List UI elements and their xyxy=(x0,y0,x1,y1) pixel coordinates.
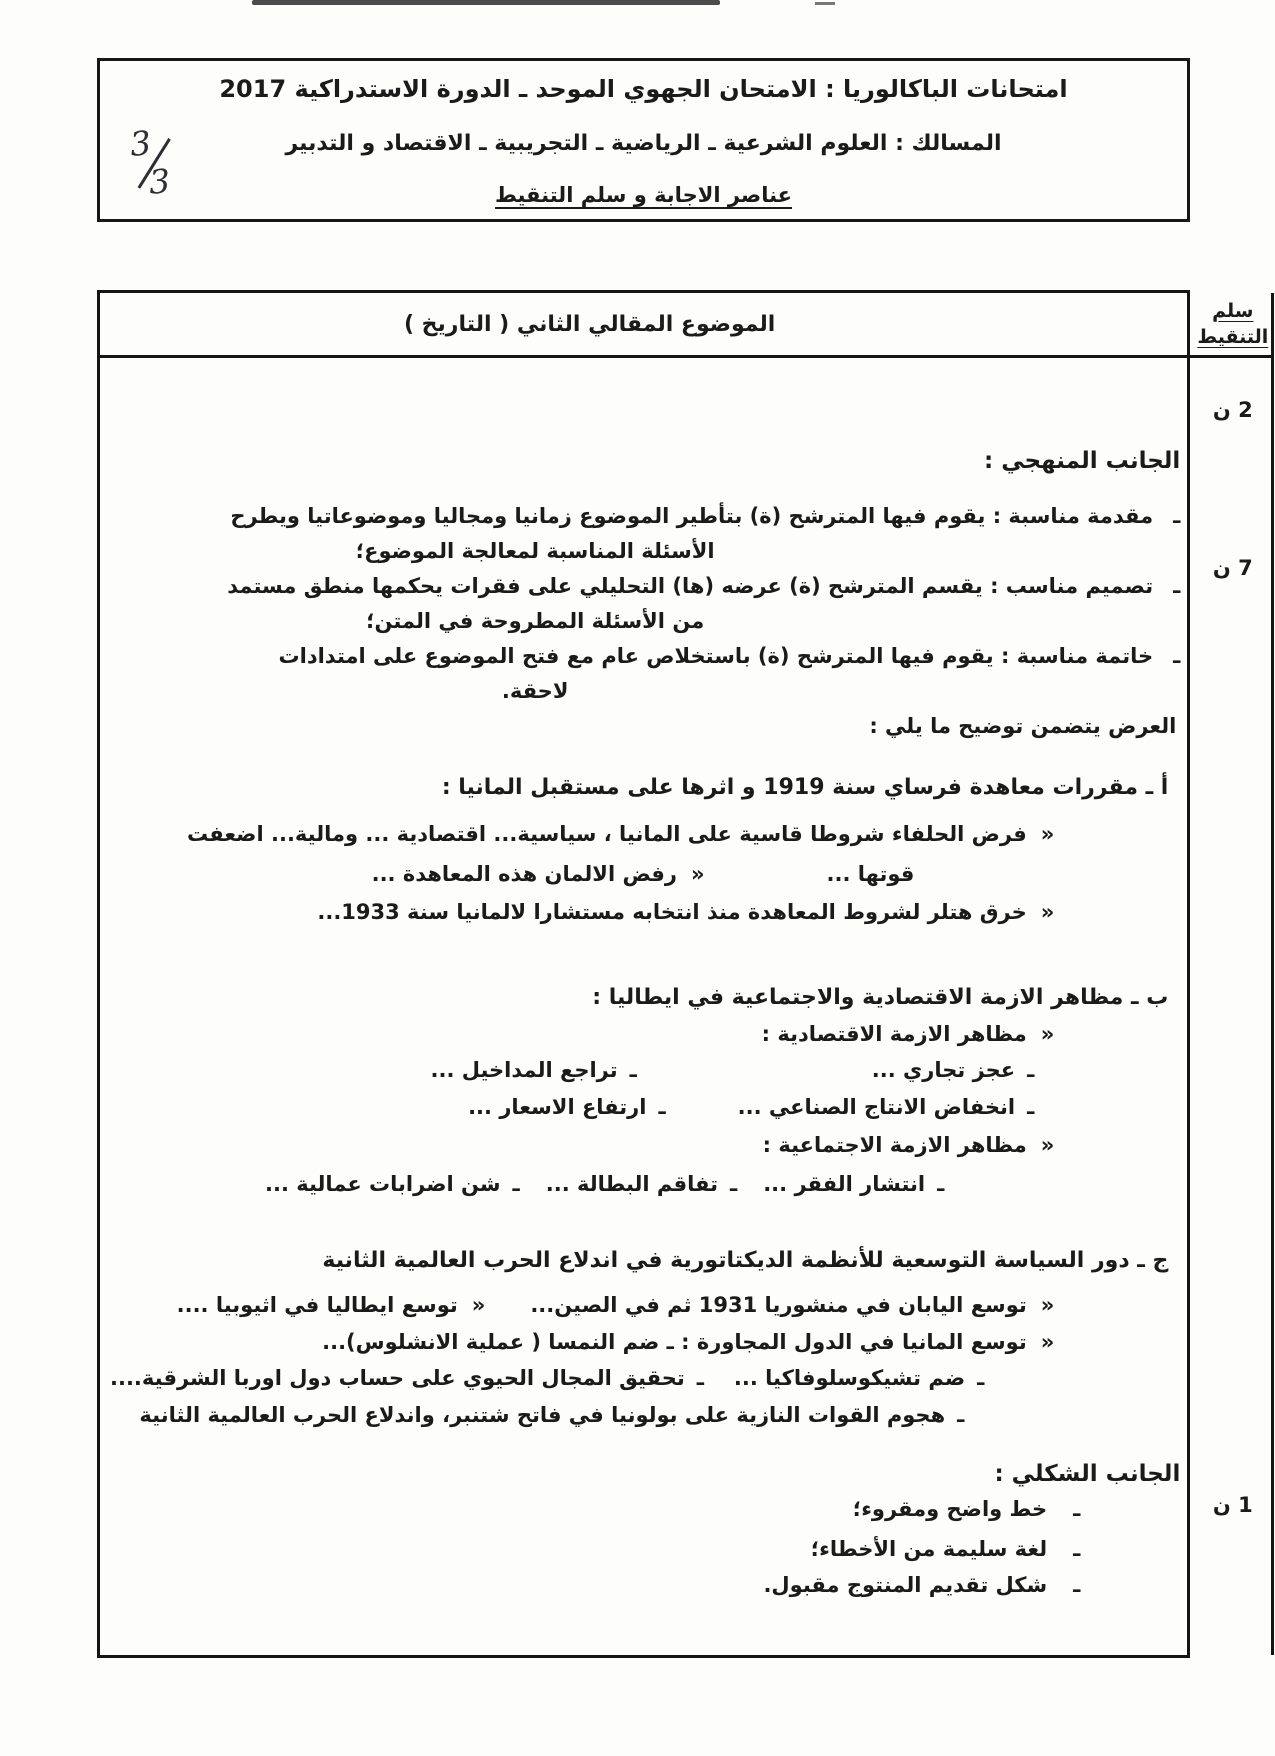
economic-item-income-decline: تراجع المداخيل ... xyxy=(430,1058,618,1082)
section-a-point-1 xyxy=(110,817,1054,852)
page-marker-numerator: 3 xyxy=(128,123,153,164)
economic-items-row-2 xyxy=(110,1090,1034,1125)
dash-bullet-icon: ـ xyxy=(730,1172,738,1196)
exam-streams-line: المسالك : العلوم الشرعية ـ الرياضية ـ التجريبية ـ الاقتصاد و التدبير xyxy=(285,130,1002,156)
score-column-header-line2: التنقيط xyxy=(1197,326,1269,348)
section-c-point-3 xyxy=(110,1361,984,1396)
section-c-title: ج ـ دور السياسة التوسعية للأنظمة الديكتاتورية في اندلاع الحرب العالمية الثانية xyxy=(322,1248,1169,1273)
economic-item-industrial-drop: انخفاض الانتاج الصناعي ... xyxy=(737,1095,1016,1119)
answer-content-column xyxy=(100,293,1194,1655)
section-c-point-4 xyxy=(110,1398,964,1433)
poland-invasion-text: هجوم القوات النازية على بولونيا في فاتح شتنبر، واندلاع الحرب العالمية الثانية xyxy=(139,1403,946,1427)
czechoslovakia-annexation-text: ضم تشيكوسلوفاكيا ... xyxy=(733,1366,966,1390)
scan-artifact-speck xyxy=(815,2,835,5)
guillemet-bullet-icon: « xyxy=(1040,822,1055,846)
dash-bullet-icon: ـ xyxy=(1073,1537,1081,1561)
content-score: 7 ن xyxy=(1212,556,1253,580)
score-column-body xyxy=(1194,358,1271,1655)
section-a-point-1-text: فرض الحلفاء شروطا قاسية على المانيا ، سياسية... اقتصادية ... ومالية... اضعفت xyxy=(186,822,1027,846)
section-a-point-2 xyxy=(110,857,914,892)
dash-bullet-icon: ـ xyxy=(1173,574,1181,598)
economic-item-trade-deficit: عجز تجاري ... xyxy=(871,1058,1016,1082)
score-column xyxy=(1194,293,1274,1655)
guillemet-bullet-icon: « xyxy=(1040,1330,1055,1354)
dash-bullet-icon: ـ xyxy=(512,1172,520,1196)
guillemet-bullet-icon: « xyxy=(471,1293,486,1317)
grading-table xyxy=(97,290,1269,1658)
dash-bullet-icon: ـ xyxy=(1173,644,1181,668)
methodology-bullet-1 xyxy=(110,499,1180,534)
dash-bullet-icon: ـ xyxy=(937,1172,945,1196)
section-a-point-3-text: خرق هتلر لشروط المعاهدة منذ انتخابه مستشارا لالمانيا سنة 1933... xyxy=(317,900,1027,924)
section-a-point-1-tail: قوتها ... xyxy=(826,862,915,886)
economic-item-price-rise: ارتفاع الاسعار ... xyxy=(468,1095,647,1119)
section-b-title: ب ـ مظاهر الازمة الاقتصادية والاجتماعية في ايطاليا : xyxy=(592,985,1169,1010)
essay-title-header: الموضوع المقالي الثاني ( التاريخ ) xyxy=(100,293,1194,358)
lebensraum-text: تحقيق المجال الحيوي على حساب دول اوربا الشرقية.... xyxy=(110,1366,685,1390)
score-column-header xyxy=(1194,293,1271,358)
exam-session-title: امتحانات الباكالوريا : الامتحان الجهوي الموحد ـ الدورة الاستدراكية 2017 xyxy=(219,75,1068,103)
exam-header-box xyxy=(97,58,1190,222)
guillemet-bullet-icon: « xyxy=(1040,1293,1055,1317)
form-bullet-3 xyxy=(110,1568,1080,1603)
form-bullet-2-text: لغة سليمة من الأخطاء؛ xyxy=(810,1537,1048,1561)
form-bullet-1 xyxy=(110,1492,1080,1527)
dash-bullet-icon: ـ xyxy=(1073,1497,1081,1521)
methodology-bullet-3-cont: لاحقة. xyxy=(501,679,569,703)
social-items-row xyxy=(110,1167,944,1202)
methodology-score: 2 ن xyxy=(1212,398,1253,422)
methodology-bullet-2 xyxy=(110,569,1180,604)
social-crisis-header xyxy=(110,1128,1054,1163)
form-section-heading: الجانب الشكلي : xyxy=(994,1461,1181,1487)
scan-artifact-top xyxy=(252,0,720,5)
section-a-point-2-text: رفض الالمان هذه المعاهدة ... xyxy=(371,862,677,886)
form-bullet-1-text: خط واضح ومقروء؛ xyxy=(852,1497,1048,1521)
methodology-bullet-1-text: مقدمة مناسبة : يقوم فيها المترشح (ة) بتأطير الموضوع زمانيا ومجاليا وموضوعاتيا ويطرح xyxy=(230,504,1154,528)
section-a-title: أ ـ مقررات معاهدة فرساي سنة 1919 و اثرها على مستقبل المانيا : xyxy=(441,775,1169,800)
social-item-unemployment: تفاقم البطالة ... xyxy=(545,1172,719,1196)
dash-bullet-icon: ـ xyxy=(696,1366,704,1390)
germany-expansion-text: توسع المانيا في الدول المجاورة : ـ ضم النمسا ( عملية الانشلوس)... xyxy=(322,1330,1027,1354)
section-a-point-3 xyxy=(110,895,1054,930)
methodology-bullet-2-text: تصميم مناسب : يقسم المترشح (ة) عرضه (ها) التحليلي على فقرات يحكمها منطق مستمد xyxy=(227,574,1154,598)
methodology-heading: الجانب المنهجي : xyxy=(984,448,1181,474)
methodology-bullet-3 xyxy=(110,639,1180,674)
dash-bullet-icon: ـ xyxy=(1173,504,1181,528)
japan-expansion-text: توسع اليابان في منشوريا 1931 ثم في الصين... xyxy=(530,1293,1027,1317)
methodology-bullet-1-cont: الأسئلة المناسبة لمعالجة الموضوع؛ xyxy=(355,539,715,563)
methodology-bullet-2-cont: من الأسئلة المطروحة في المتن؛ xyxy=(366,609,705,633)
score-column-header-line1: سلم xyxy=(1212,300,1254,322)
italy-expansion-text: توسع ايطاليا في اثيوبيا .... xyxy=(176,1293,458,1317)
methodology-bullet-3-text: خاتمة مناسبة : يقوم فيها المترشح (ة) باستخلاص عام مع فتح الموضوع على امتدادات xyxy=(278,644,1154,668)
dash-bullet-icon: ـ xyxy=(977,1366,985,1390)
page-marker-denominator: 3 xyxy=(147,161,172,202)
answer-content-body xyxy=(100,358,1194,1655)
guillemet-bullet-icon: « xyxy=(1040,1133,1055,1157)
section-c-point-2 xyxy=(110,1325,1054,1360)
social-item-strikes: شن اضرابات عمالية ... xyxy=(265,1172,501,1196)
guillemet-bullet-icon: « xyxy=(1040,900,1055,924)
social-item-poverty: انتشار الفقر ... xyxy=(763,1172,926,1196)
dash-bullet-icon: ـ xyxy=(1073,1573,1081,1597)
dash-bullet-icon: ـ xyxy=(1027,1058,1035,1082)
form-score: 1 ن xyxy=(1212,1493,1253,1517)
dash-bullet-icon: ـ xyxy=(957,1403,965,1427)
dash-bullet-icon: ـ xyxy=(629,1058,637,1082)
section-c-point-1 xyxy=(110,1288,1054,1323)
dash-bullet-icon: ـ xyxy=(1027,1095,1035,1119)
dash-bullet-icon: ـ xyxy=(658,1095,666,1119)
form-bullet-3-text: شكل تقديم المنتوج مقبول. xyxy=(763,1573,1048,1597)
economic-items-row-1 xyxy=(110,1053,1034,1088)
answer-key-title: عناصر الاجابة و سلم التنقيط xyxy=(494,183,793,207)
social-crisis-header-text: مظاهر الازمة الاجتماعية : xyxy=(762,1133,1027,1157)
form-bullet-2 xyxy=(110,1532,1080,1567)
guillemet-bullet-icon: « xyxy=(1040,1022,1055,1046)
guillemet-bullet-icon: « xyxy=(690,862,705,886)
economic-crisis-header-text: مظاهر الازمة الاقتصادية : xyxy=(761,1022,1027,1046)
handwritten-page-marker xyxy=(122,123,184,210)
content-outline-note: العرض يتضمن توضيح ما يلي : xyxy=(869,714,1177,738)
economic-crisis-header xyxy=(110,1017,1054,1052)
